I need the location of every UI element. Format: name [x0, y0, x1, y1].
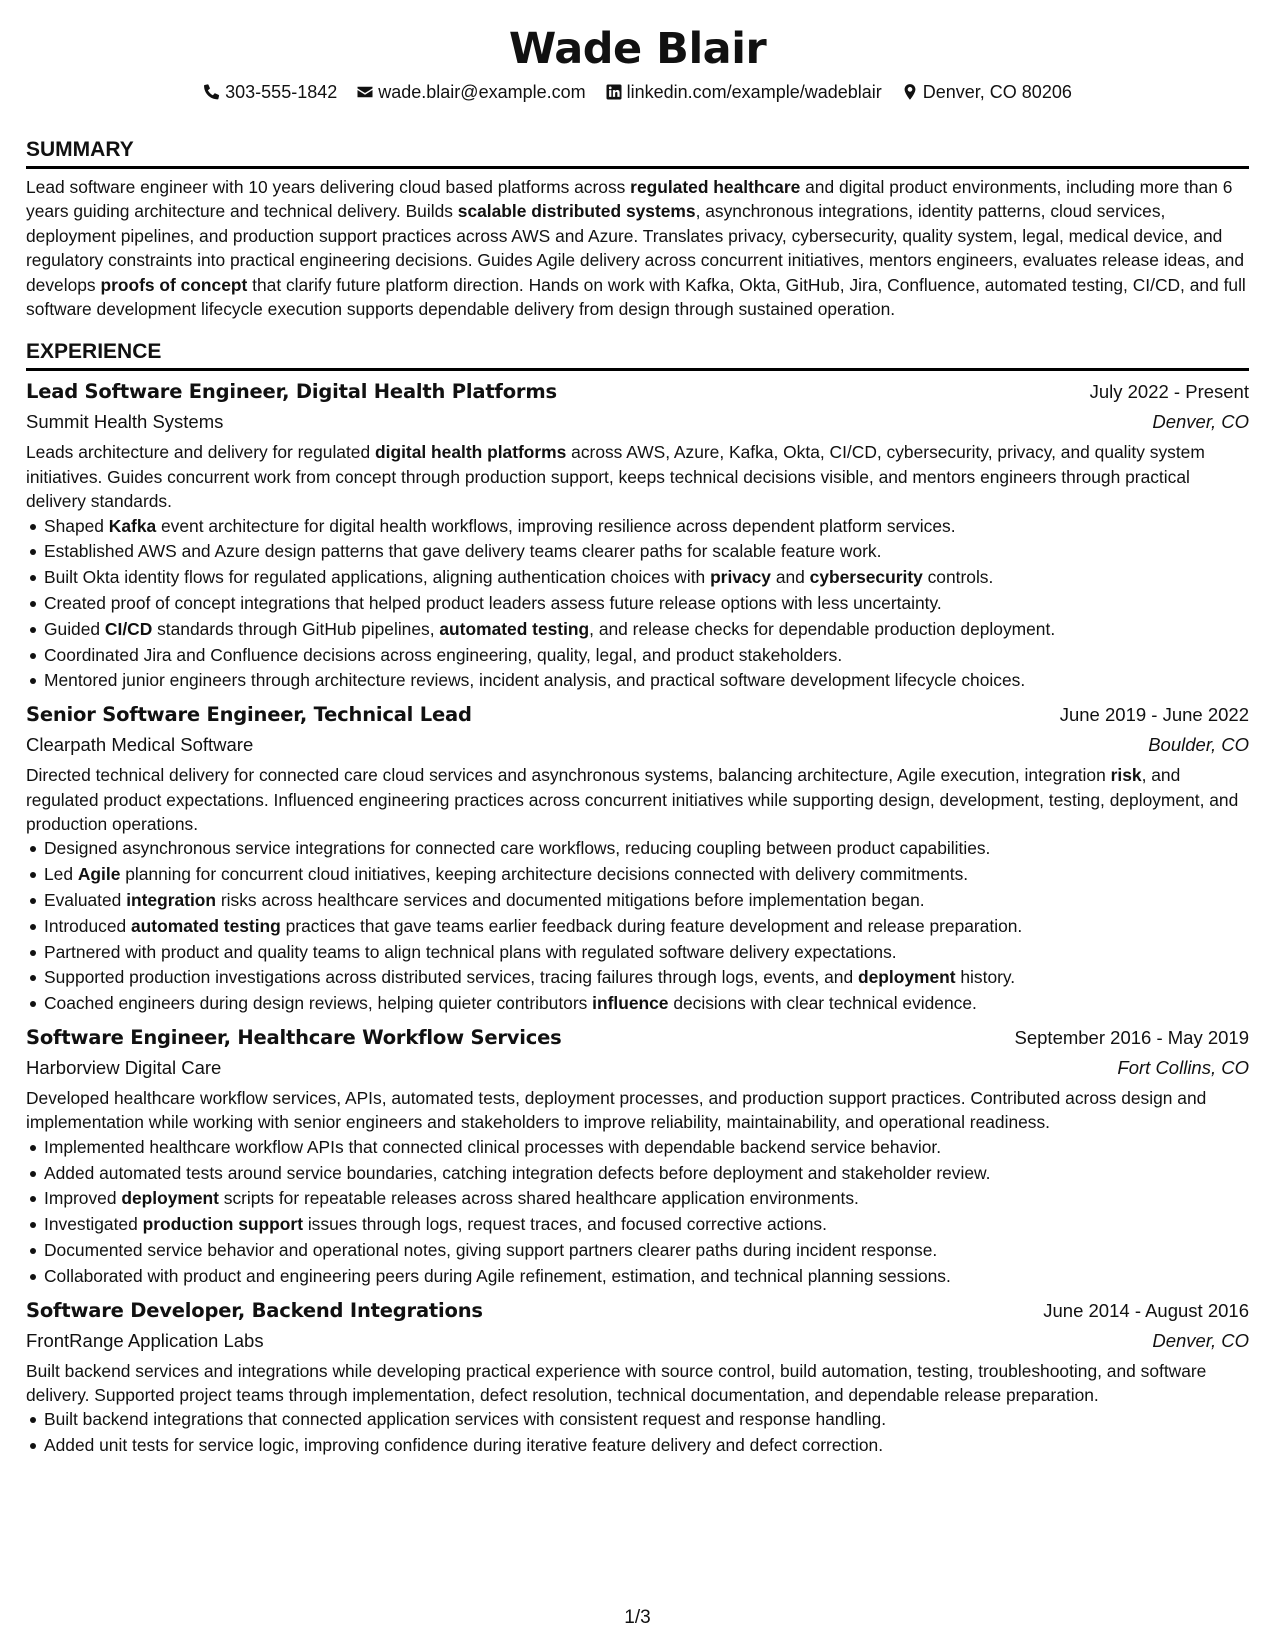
- bullet-item: Supported production investigations across distributed services, tracing failures through logs, events, and deployment history.: [26, 965, 1249, 991]
- bullet-item: Coordinated Jira and Confluence decisions across engineering, quality, legal, and product stakeholders.: [26, 643, 1249, 669]
- job-title: Software Developer, Backend Integrations: [26, 1298, 483, 1322]
- summary-heading: SUMMARY: [26, 137, 1249, 169]
- experience-heading: EXPERIENCE: [26, 339, 1249, 371]
- bullet-item: Added automated tests around service boundaries, catching integration defects before deployment and stakeholder review.: [26, 1161, 1249, 1187]
- bullet-item: Built Okta identity flows for regulated applications, aligning authentication choices with privacy and cybersecurity controls.: [26, 565, 1249, 591]
- job-entry: [26, 377, 1249, 694]
- bullet-item: Shaped Kafka event architecture for digital health workflows, improving resilience across dependent platform services.: [26, 514, 1249, 540]
- experience-list: [26, 377, 1249, 1459]
- job-dates: September 2016 - May 2019: [1014, 1027, 1249, 1049]
- job-title: Software Engineer, Healthcare Workflow Services: [26, 1026, 562, 1050]
- bullet-item: Guided CI/CD standards through GitHub pipelines, automated testing, and release checks for dependable production deployment.: [26, 617, 1249, 643]
- job-company: Harborview Digital Care: [26, 1057, 222, 1079]
- linkedin-icon: [605, 83, 623, 101]
- bullet-item: Improved deployment scripts for repeatable releases across shared healthcare application environments.: [26, 1186, 1249, 1212]
- job-company-row: [26, 407, 1249, 437]
- candidate-name: Wade Blair: [508, 24, 767, 74]
- contact-email: [356, 80, 585, 104]
- job-header: [26, 700, 1249, 730]
- job-header: [26, 1023, 1249, 1053]
- page-number: 1/3: [624, 1607, 651, 1628]
- job-entry: [26, 1296, 1249, 1459]
- job-company: Summit Health Systems: [26, 411, 224, 433]
- job-dates: June 2019 - June 2022: [1059, 704, 1249, 726]
- job-location: Boulder, CO: [1148, 734, 1249, 756]
- bullet-item: Added unit tests for service logic, improving confidence during iterative feature delivery and defect correction.: [26, 1433, 1249, 1459]
- job-location: Denver, CO: [1152, 411, 1249, 433]
- job-description: Built backend services and integrations while developing practical experience with source control, build automation, testing, troubleshooting, and software delivery. Supported project teams through implementation, defect resolution, technical documentation, and dependable release preparation.: [26, 1360, 1207, 1406]
- bullet-item: Designed asynchronous service integrations for connected care workflows, reducing coupling between product capabilities.: [26, 836, 1249, 862]
- phone-icon: [203, 83, 221, 101]
- job-bullets: [26, 836, 1249, 1017]
- job-header: [26, 1296, 1249, 1326]
- job-bullets: [26, 1407, 1249, 1459]
- job-dates: July 2022 - Present: [1089, 381, 1249, 403]
- resume-header: [26, 0, 1249, 104]
- contact-phone: [203, 80, 337, 104]
- map-pin-icon: [901, 83, 919, 101]
- bullet-item: Established AWS and Azure design patterns that gave delivery teams clearer paths for scalable feature work.: [26, 539, 1249, 565]
- email-address: wade.blair@example.com: [378, 82, 586, 102]
- phone-number: 303-555-1842: [225, 82, 338, 102]
- bullet-item: Collaborated with product and engineering peers during Agile refinement, estimation, and technical planning sessions.: [26, 1264, 1249, 1290]
- bullet-item: Implemented healthcare workflow APIs that connected clinical processes with dependable backend service behavior.: [26, 1135, 1249, 1161]
- job-company: Clearpath Medical Software: [26, 734, 254, 756]
- bullet-item: Built backend integrations that connected application services with consistent request and response handling.: [26, 1407, 1249, 1433]
- job-bullets: [26, 514, 1249, 695]
- contact-location: [901, 80, 1072, 104]
- summary-text: Lead software engineer with 10 years delivering cloud based platforms across regulated healthcare and digital product environments, including more than 6 years guiding architecture and technical delivery. Builds scalable distributed systems, asynchronous integrations, identity patterns, cloud services, deployment pipelines, and production support practices across AWS and Azure. Translates privacy, cybersecurity, quality system, legal, medical device, and regulatory constraints into practical engineering decisions. Guides Agile delivery across concurrent initiatives, mentors engineers, evaluates release ideas, and develops proofs of concept that clarify future platform direction. Hands on work with Kafka, Okta, GitHub, Jira, Confluence, automated testing, CI/CD, and full software development lifecycle execution supports dependable delivery from design through sustained operation.: [26, 177, 1246, 320]
- envelope-icon: [356, 83, 374, 101]
- bullet-item: Documented service behavior and operational notes, giving support partners clearer paths during incident response.: [26, 1238, 1249, 1264]
- bullet-item: Led Agile planning for concurrent cloud initiatives, keeping architecture decisions connected with delivery commitments.: [26, 862, 1249, 888]
- location-text: Denver, CO 80206: [922, 82, 1072, 102]
- job-dates: June 2014 - August 2016: [1043, 1299, 1249, 1321]
- job-company-row: [26, 1326, 1249, 1356]
- job-title: Senior Software Engineer, Technical Lead: [26, 703, 472, 727]
- bullet-item: Created proof of concept integrations that helped product leaders assess future release options with less uncertainty.: [26, 591, 1249, 617]
- job-header: [26, 377, 1249, 407]
- linkedin-url: linkedin.com/example/wadeblair: [626, 82, 882, 102]
- contact-linkedin: [605, 80, 882, 104]
- bullet-item: Coached engineers during design reviews, helping quieter contributors influence decisions with clear technical evidence.: [26, 991, 1249, 1017]
- job-entry: [26, 700, 1249, 1017]
- job-description: Developed healthcare workflow services, APIs, automated tests, deployment processes, and production support practices. Contributed across design and implementation while working with senior engineers and stakeholders to improve reliability, maintainability, and operational readiness.: [26, 1088, 1207, 1133]
- job-location: Denver, CO: [1152, 1329, 1249, 1351]
- bullet-item: Investigated production support issues through logs, request traces, and focused corrective actions.: [26, 1212, 1249, 1238]
- job-company: FrontRange Application Labs: [26, 1329, 264, 1351]
- job-description: Directed technical delivery for connected care cloud services and asynchronous systems, balancing architecture, Agile execution, integration risk, and regulated product expectations. Influenced engineering practices across concurrent initiatives while supporting design, development, testing, deployment, and production operations.: [26, 765, 1239, 835]
- job-entry: [26, 1023, 1249, 1290]
- job-location: Fort Collins, CO: [1117, 1057, 1249, 1079]
- job-description: Leads architecture and delivery for regulated digital health platforms across AWS, Azure, Kafka, Okta, CI/CD, cybersecurity, privacy, and quality system initiatives. Guides concurrent work from concept through production support, keeps technical decisions visible, and mentors engineers through practical delivery standards.: [26, 442, 1205, 512]
- contact-line: [26, 80, 1249, 104]
- job-bullets: [26, 1135, 1249, 1290]
- job-company-row: [26, 730, 1249, 760]
- bullet-item: Mentored junior engineers through architecture reviews, incident analysis, and practical software development lifecycle choices.: [26, 668, 1249, 694]
- bullet-item: Introduced automated testing practices that gave teams earlier feedback during feature development and release preparation.: [26, 914, 1249, 940]
- job-title: Lead Software Engineer, Digital Health Platforms: [26, 380, 557, 404]
- bullet-item: Evaluated integration risks across healthcare services and documented mitigations before implementation began.: [26, 888, 1249, 914]
- job-company-row: [26, 1053, 1249, 1083]
- bullet-item: Partnered with product and quality teams to align technical plans with regulated software delivery expectations.: [26, 940, 1249, 966]
